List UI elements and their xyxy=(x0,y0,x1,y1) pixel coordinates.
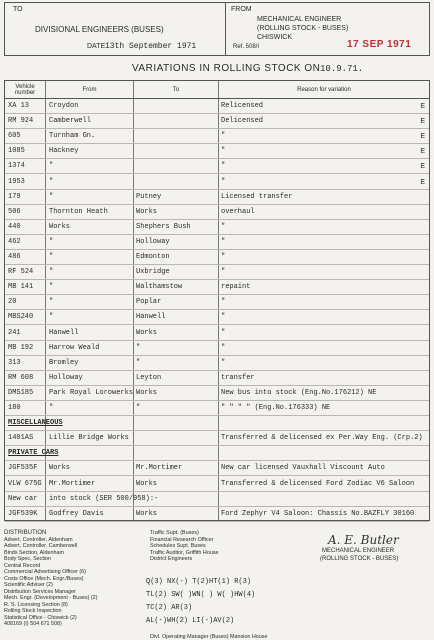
reason-cell: " " " " (Eng.No.176333) NE xyxy=(221,404,331,412)
distribution-line: R. S. Licensing Section (8) xyxy=(4,601,68,608)
from-cell: " xyxy=(49,268,54,277)
table-row xyxy=(5,431,429,446)
to-block xyxy=(5,3,226,55)
reason-cell: Licensed transfer xyxy=(221,192,293,201)
distribution-line: Central Record xyxy=(4,562,41,569)
vehicle-cell: 605 xyxy=(8,132,21,141)
from-cell: " xyxy=(49,192,54,201)
reason-cell: overhaul xyxy=(221,207,255,216)
from-cell: Holloway xyxy=(49,373,83,382)
depot-code-line: TC(2) AR(3) xyxy=(146,604,193,612)
reason-cell: " xyxy=(221,268,226,277)
vehicle-cell: 20 xyxy=(8,298,17,307)
table-row xyxy=(5,341,429,356)
table-row xyxy=(5,235,429,250)
date-label: DATE xyxy=(87,43,106,50)
col-header-from: From xyxy=(82,86,97,93)
mark-cell: E xyxy=(420,178,425,186)
vehicle-cell: PRIVATE CARS xyxy=(8,449,59,458)
vehicle-cell: RF 524 xyxy=(8,268,34,277)
title-date: 10.9.71. xyxy=(320,64,364,74)
table-row xyxy=(5,159,429,174)
mid-distribution-line: Traffic Supt. (Buses) xyxy=(150,530,199,536)
distribution-line: Mech. Engr. (Development - Buses) (2) xyxy=(4,595,98,601)
to-cell xyxy=(136,418,218,429)
from-cell: " xyxy=(49,177,54,186)
from-cell: " xyxy=(49,253,54,261)
distribution-heading: DISTRIBUTION xyxy=(4,530,47,536)
depot-codes xyxy=(146,576,255,628)
from-cell: Hanwell xyxy=(49,328,79,337)
to-cell xyxy=(136,494,218,505)
table-row xyxy=(5,190,429,205)
to-cell: Leyton xyxy=(136,373,162,382)
distribution-line: Scientific Adviser (2) xyxy=(4,582,53,588)
distribution-line: Costs Office (Mech. Engr./Buses) xyxy=(4,575,84,582)
reason-cell xyxy=(221,418,421,429)
vehicle-cell: 1953 xyxy=(8,177,25,186)
mark-cell: E xyxy=(420,118,425,126)
to-value: DIVISIONAL ENGINEERS (BUSES) xyxy=(35,25,164,34)
table-row xyxy=(5,250,429,265)
to-cell xyxy=(136,146,218,157)
to-cell: " xyxy=(136,343,141,352)
reason-cell: " xyxy=(221,358,226,367)
reference: Ref. 508/I xyxy=(233,44,260,50)
depot-code-line: AL(-)WH(2) LI(-)AV(2) xyxy=(146,617,235,625)
to-label: TO xyxy=(13,6,23,13)
mid-distribution-line: Financial Research Officer xyxy=(150,536,214,543)
to-cell: Hanwell xyxy=(136,313,166,322)
mark-cell: E xyxy=(420,103,425,110)
reason-cell: " xyxy=(221,343,226,352)
to-cell xyxy=(136,177,218,188)
to-cell: Shephers Bush xyxy=(136,222,191,231)
distribution-line: Advert, Controller, Aldenham xyxy=(4,536,73,543)
depot-code-line: Q(3) NX(-) T(2)HT(1) R(3) xyxy=(146,578,252,586)
vehicle-cell: 1374 xyxy=(8,162,25,171)
table-row xyxy=(5,416,429,431)
page-title: VARIATIONS IN ROLLING STOCK ON xyxy=(132,63,321,74)
reason-cell: " xyxy=(221,132,226,141)
distribution-line: Distribution Services Manager xyxy=(4,588,76,595)
from-cell: Hackney xyxy=(49,147,79,156)
from-cell: Harrow Weald xyxy=(49,343,100,352)
to-cell: Works xyxy=(136,328,158,337)
vehicle-cell: MB 141 xyxy=(8,283,34,292)
from-label: FROM xyxy=(231,6,252,13)
divl-operating-manager: Divl. Operating Manager (Buses) Mansion House xyxy=(150,634,268,640)
from-cell: Thornton Heath xyxy=(49,207,108,216)
memo-header xyxy=(4,2,430,56)
col-header-vehicle: Vehicle number xyxy=(14,83,36,96)
vehicle-cell: VLW 675G xyxy=(8,479,42,488)
to-cell xyxy=(136,433,218,444)
from-cell: Works xyxy=(49,464,71,473)
to-cell: Works xyxy=(136,207,158,216)
table-row xyxy=(5,371,429,386)
vehicle-cell: MISCELLANEOUS xyxy=(8,419,63,428)
row-rule xyxy=(5,521,429,522)
table-row xyxy=(5,265,429,280)
table-row xyxy=(5,477,429,492)
table-row xyxy=(5,326,429,341)
reason-cell: " xyxy=(221,328,226,337)
reason-cell: " xyxy=(221,162,226,171)
from-cell: Godfrey Davis xyxy=(49,509,104,518)
vehicle-cell: RM 608 xyxy=(8,373,34,382)
vehicle-cell: 1085 xyxy=(8,147,25,156)
from-cell xyxy=(49,448,132,459)
reason-cell: " xyxy=(221,177,226,186)
vehicle-cell: DMS185 xyxy=(8,388,34,397)
distribution-line: Advert, Controller, Camberwell xyxy=(4,543,78,549)
reason-cell: Relicensed xyxy=(221,102,264,110)
from-cell: Turnham Gn. xyxy=(49,132,96,141)
to-cell xyxy=(136,448,218,459)
table-row xyxy=(5,144,429,159)
table-row xyxy=(5,205,429,220)
to-cell: Edmonton xyxy=(136,253,170,261)
table-row xyxy=(5,356,429,371)
distribution-line: Rolling Stock Inspection xyxy=(4,608,62,614)
to-cell: Works xyxy=(136,509,158,518)
signature: A. E. Butler xyxy=(328,533,399,547)
vehicle-cell: 313 xyxy=(8,358,21,367)
to-cell: Poplar xyxy=(136,298,162,307)
to-cell xyxy=(136,131,218,142)
from-cell: Park Royal Lorowerks xyxy=(49,388,134,397)
table-row xyxy=(5,220,429,235)
vehicle-cell: 1401AS xyxy=(8,434,34,443)
from-cell: Croydon xyxy=(49,102,79,110)
table-row xyxy=(5,99,429,114)
reason-cell: " xyxy=(221,313,226,322)
from-cell xyxy=(49,418,132,429)
mid-distribution-line: Traffic Auditor, Griffith House xyxy=(150,549,219,556)
table-row xyxy=(5,114,429,129)
from-cell: " xyxy=(49,313,54,322)
vehicle-cell: 179 xyxy=(8,192,21,201)
reason-cell: transfer xyxy=(221,373,255,382)
to-cell: Uxbridge xyxy=(136,268,170,277)
table-row xyxy=(5,280,429,295)
vehicle-cell: MB 192 xyxy=(8,343,34,352)
from-line-3: CHISWICK xyxy=(257,34,292,41)
col-header-to: To xyxy=(172,86,180,93)
from-cell: Mr.Mortimer xyxy=(49,479,96,488)
from-cell: " xyxy=(49,298,54,307)
table-row xyxy=(5,386,429,401)
to-cell xyxy=(136,116,218,127)
vehicle-cell: 506 xyxy=(8,207,21,216)
from-cell: Works xyxy=(49,222,71,231)
to-cell: Holloway xyxy=(136,237,170,246)
to-cell: Walthamstow xyxy=(136,283,183,292)
to-cell: Works xyxy=(136,388,158,397)
to-cell: Mr.Mortimer xyxy=(136,464,183,473)
received-stamp: 17 SEP 1971 xyxy=(347,39,412,50)
reason-cell: New bus into stock (Eng.No.176212) NE xyxy=(221,388,377,397)
reason-cell: Ford Zephyr V4 Saloon: Chassis No.BAZFLY 30160 xyxy=(221,509,415,518)
to-cell: Putney xyxy=(136,192,162,201)
distribution-line: 408169 (I) 504 671 508) xyxy=(4,621,62,627)
mark-cell: E xyxy=(420,133,425,141)
date-value: 13th September 1971 xyxy=(105,42,197,51)
vehicle-cell: 486 xyxy=(8,253,21,261)
mid-distribution-line: Schedules Supt. Buses xyxy=(150,543,206,549)
reason-cell: Delicensed xyxy=(221,117,264,126)
reason-cell: Transferred & delicensed ex Per.Way Eng. (Crp.2) xyxy=(221,434,423,443)
vehicle-cell: 462 xyxy=(8,237,21,246)
vehicle-cell: RM 924 xyxy=(8,117,34,126)
table-row xyxy=(5,461,429,476)
reason-cell: " xyxy=(221,253,226,261)
table-row xyxy=(5,401,429,416)
mid-distribution-line: District Engineers xyxy=(150,556,193,562)
from-cell: " xyxy=(49,404,54,412)
from-cell: " xyxy=(49,237,54,246)
to-cell: Works xyxy=(136,479,158,488)
to-cell: " xyxy=(136,404,141,412)
vehicle-cell: JGF535F xyxy=(8,464,38,473)
table-row xyxy=(5,129,429,144)
table-row xyxy=(5,507,429,522)
distribution-line: Statistical Office - Chiswick (2) xyxy=(4,614,77,621)
table-row xyxy=(5,175,429,190)
signature-title-2: (ROLLING STOCK - BUSES) xyxy=(320,556,399,562)
vehicle-cell: JGF539K xyxy=(8,509,38,518)
reason-cell: " xyxy=(221,222,226,231)
distribution-line: Binds Section, Aldenham xyxy=(4,549,64,556)
signature-title-1: MECHANICAL ENGINEER xyxy=(322,548,395,554)
variations-table xyxy=(4,80,430,521)
vehicle-cell: 440 xyxy=(8,222,21,231)
reason-cell: New car licensed Vauxhall Viscount Auto xyxy=(221,464,385,473)
to-cell: " xyxy=(136,358,141,367)
vehicle-cell: 241 xyxy=(8,328,21,337)
to-cell xyxy=(136,101,218,112)
from-line-2: (ROLLING STOCK - BUSES) xyxy=(257,25,349,32)
mark-cell: E xyxy=(420,148,425,156)
footer xyxy=(4,524,430,640)
table-row xyxy=(5,446,429,461)
table-row xyxy=(5,492,429,507)
distribution-line: Body Spec, Section xyxy=(4,556,52,562)
vehicle-cell: XA 13 xyxy=(8,102,30,110)
vehicle-cell: MBS240 xyxy=(8,313,34,322)
mark-cell: E xyxy=(420,163,425,171)
from-block xyxy=(227,3,431,55)
mid-distribution-list xyxy=(150,530,300,563)
from-cell: into stock (SER 500/958):- xyxy=(49,494,159,503)
from-cell: " xyxy=(49,162,54,171)
reason-cell: repaint xyxy=(221,283,251,292)
reason-cell: " xyxy=(221,237,226,246)
table-row xyxy=(5,295,429,310)
col-header-reason: Reason for variation xyxy=(297,86,351,93)
reason-cell: " xyxy=(221,147,226,156)
from-cell: Lillie Bridge Works xyxy=(49,434,129,443)
to-cell xyxy=(136,161,218,172)
table-row xyxy=(5,310,429,325)
from-line-1: MECHANICAL ENGINEER xyxy=(257,16,342,23)
vehicle-cell: New car xyxy=(8,494,38,503)
from-cell: Camberwell xyxy=(49,117,92,126)
reason-cell xyxy=(221,448,421,459)
reason-cell: Transferred & delicensed Ford Zodiac V6 Saloon xyxy=(221,479,415,488)
vehicle-cell: 180 xyxy=(8,404,21,412)
reason-cell: " xyxy=(221,298,226,307)
from-cell: " xyxy=(49,283,54,292)
reason-cell xyxy=(221,494,421,505)
from-cell: Bromley xyxy=(49,358,79,367)
distribution-line: Commercial Advertising Officer (6) xyxy=(4,569,86,575)
depot-code-line: TL(2) SW( )WN( ) W( )HW(4) xyxy=(146,591,256,599)
